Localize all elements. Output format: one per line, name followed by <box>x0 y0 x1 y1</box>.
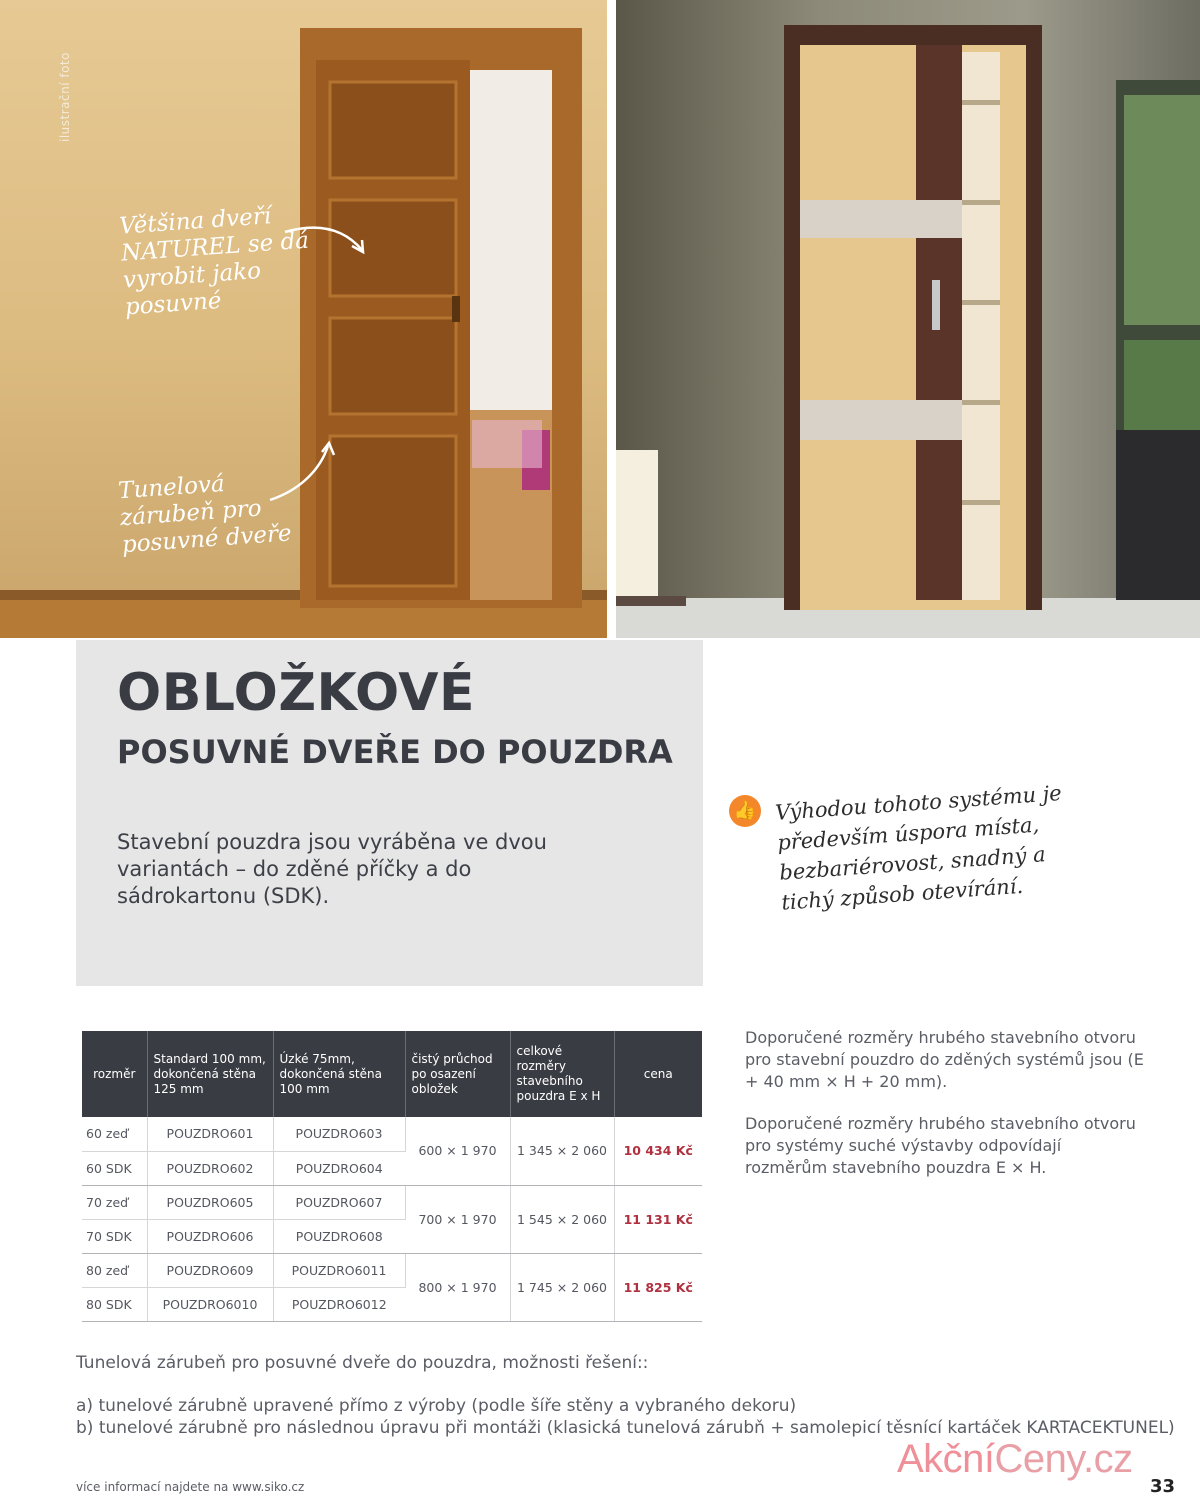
recommendation-masonry: Doporučené rozměry hrubého stavebního otvoru pro stavební pouzdro do zděných systémů jsou (E + 40 mm × H + 20 mm). <box>745 1028 1144 1091</box>
cell-pruchod: 800 × 1 970 <box>405 1253 510 1321</box>
photo-wooden-sliding-door <box>0 0 607 638</box>
intro-text: Stavební pouzdra jsou vyráběna ve dvou variantách – do zděné příčky a do sádrokartonu (SDK). <box>117 830 547 908</box>
cell-pruchod: 600 × 1 970 <box>405 1117 510 1185</box>
photo-divider <box>607 0 616 638</box>
page-number: 33 <box>1150 1476 1176 1497</box>
page-title: OBLOŽKOVÉ <box>117 663 476 723</box>
modern-door-illustration <box>616 0 1200 638</box>
cell-standard: POUZDRO602 <box>147 1151 273 1185</box>
watermark-part-b: Ceny.cz <box>994 1437 1133 1481</box>
recommendation-drywall: Doporučené rozměry hrubého stavebního otvoru pro systémy suché výstavby odpovídají rozměrům stavebního pouzdra E × H. <box>745 1114 1136 1177</box>
col-header-rozmer: rozměr <box>82 1031 147 1117</box>
tunnel-frame-heading: Tunelová zárubeň pro posuvné dveře do pouzdra, možnosti řešení:: <box>76 1353 649 1373</box>
cell-rozmery: 1 545 × 2 060 <box>510 1185 614 1253</box>
footer-info-link[interactable]: více informací najdete na www.siko.cz <box>76 1480 305 1494</box>
tunnel-option-a: a) tunelové zárubně upravené přímo z výroby (podle šíře stěny a vybraného dekoru) <box>76 1396 797 1416</box>
cell-uzke: POUZDRO6011 <box>273 1253 405 1287</box>
photo-credit: ilustrační foto <box>58 52 72 142</box>
cell-cena: 10 434 Kč <box>614 1117 702 1185</box>
table-header-row <box>82 1031 702 1117</box>
benefit-note: Výhodou tohoto systému je především úspora místa, bezbariérovost, snadný a tichý způsob otevírání. <box>774 780 1063 915</box>
watermark-logo <box>897 1437 1133 1482</box>
col-header-standard: Standard 100 mm, dokončená stěna 125 mm <box>147 1031 273 1117</box>
cell-uzke: POUZDRO603 <box>273 1117 405 1151</box>
cell-cena: 11 825 Kč <box>614 1253 702 1321</box>
cell-rozmery: 1 345 × 2 060 <box>510 1117 614 1185</box>
cell-rozmery: 1 745 × 2 060 <box>510 1253 614 1321</box>
cell-standard: POUZDRO6010 <box>147 1287 273 1321</box>
cell-uzke: POUZDRO608 <box>273 1219 405 1253</box>
cell-standard: POUZDRO606 <box>147 1219 273 1253</box>
cell-rozmer: 60 SDK <box>82 1151 147 1185</box>
cell-rozmer: 70 SDK <box>82 1219 147 1253</box>
thumbs-up-icon: 👍 <box>729 795 761 827</box>
cell-standard: POUZDRO601 <box>147 1117 273 1151</box>
col-header-pruchod: čistý průchod po osazení obložek <box>405 1031 510 1117</box>
col-header-uzke: Úzké 75mm, dokončená stěna 100 mm <box>273 1031 405 1117</box>
watermark-part-a: Akční <box>897 1437 995 1481</box>
cell-cena: 11 131 Kč <box>614 1185 702 1253</box>
cell-rozmer: 70 zeď <box>82 1185 147 1219</box>
cell-rozmer: 60 zeď <box>82 1117 147 1151</box>
pocket-door-spec-table <box>82 1031 702 1322</box>
handnote-naturel: Většina dveří NATUREL se dá vyrobit jako posuvné <box>118 203 310 321</box>
cell-standard: POUZDRO609 <box>147 1253 273 1287</box>
table-row <box>82 1253 702 1287</box>
page-subtitle: POSUVNÉ DVEŘE DO POUZDRA <box>117 733 673 771</box>
wooden-door-illustration <box>0 0 607 638</box>
col-header-rozmery: celkové rozměry stavebního pouzdra E x H <box>510 1031 614 1117</box>
col-header-cena: cena <box>614 1031 702 1117</box>
tunnel-option-b: b) tunelové zárubně pro následnou úpravu při montáži (klasická tunelová zárubň + samolepicí těsnící kartáček KARTACEKTUNEL) <box>76 1418 1175 1438</box>
photo-modern-pocket-door <box>616 0 1200 638</box>
cell-uzke: POUZDRO604 <box>273 1151 405 1185</box>
cell-pruchod: 700 × 1 970 <box>405 1185 510 1253</box>
cell-rozmer: 80 zeď <box>82 1253 147 1287</box>
table-row <box>82 1185 702 1219</box>
cell-uzke: POUZDRO6012 <box>273 1287 405 1321</box>
table-row <box>82 1117 702 1151</box>
cell-rozmer: 80 SDK <box>82 1287 147 1321</box>
handnote-tunnel-frame: Tunelová zárubeň pro posuvné dveře <box>117 470 293 559</box>
cell-standard: POUZDRO605 <box>147 1185 273 1219</box>
cell-uzke: POUZDRO607 <box>273 1185 405 1219</box>
